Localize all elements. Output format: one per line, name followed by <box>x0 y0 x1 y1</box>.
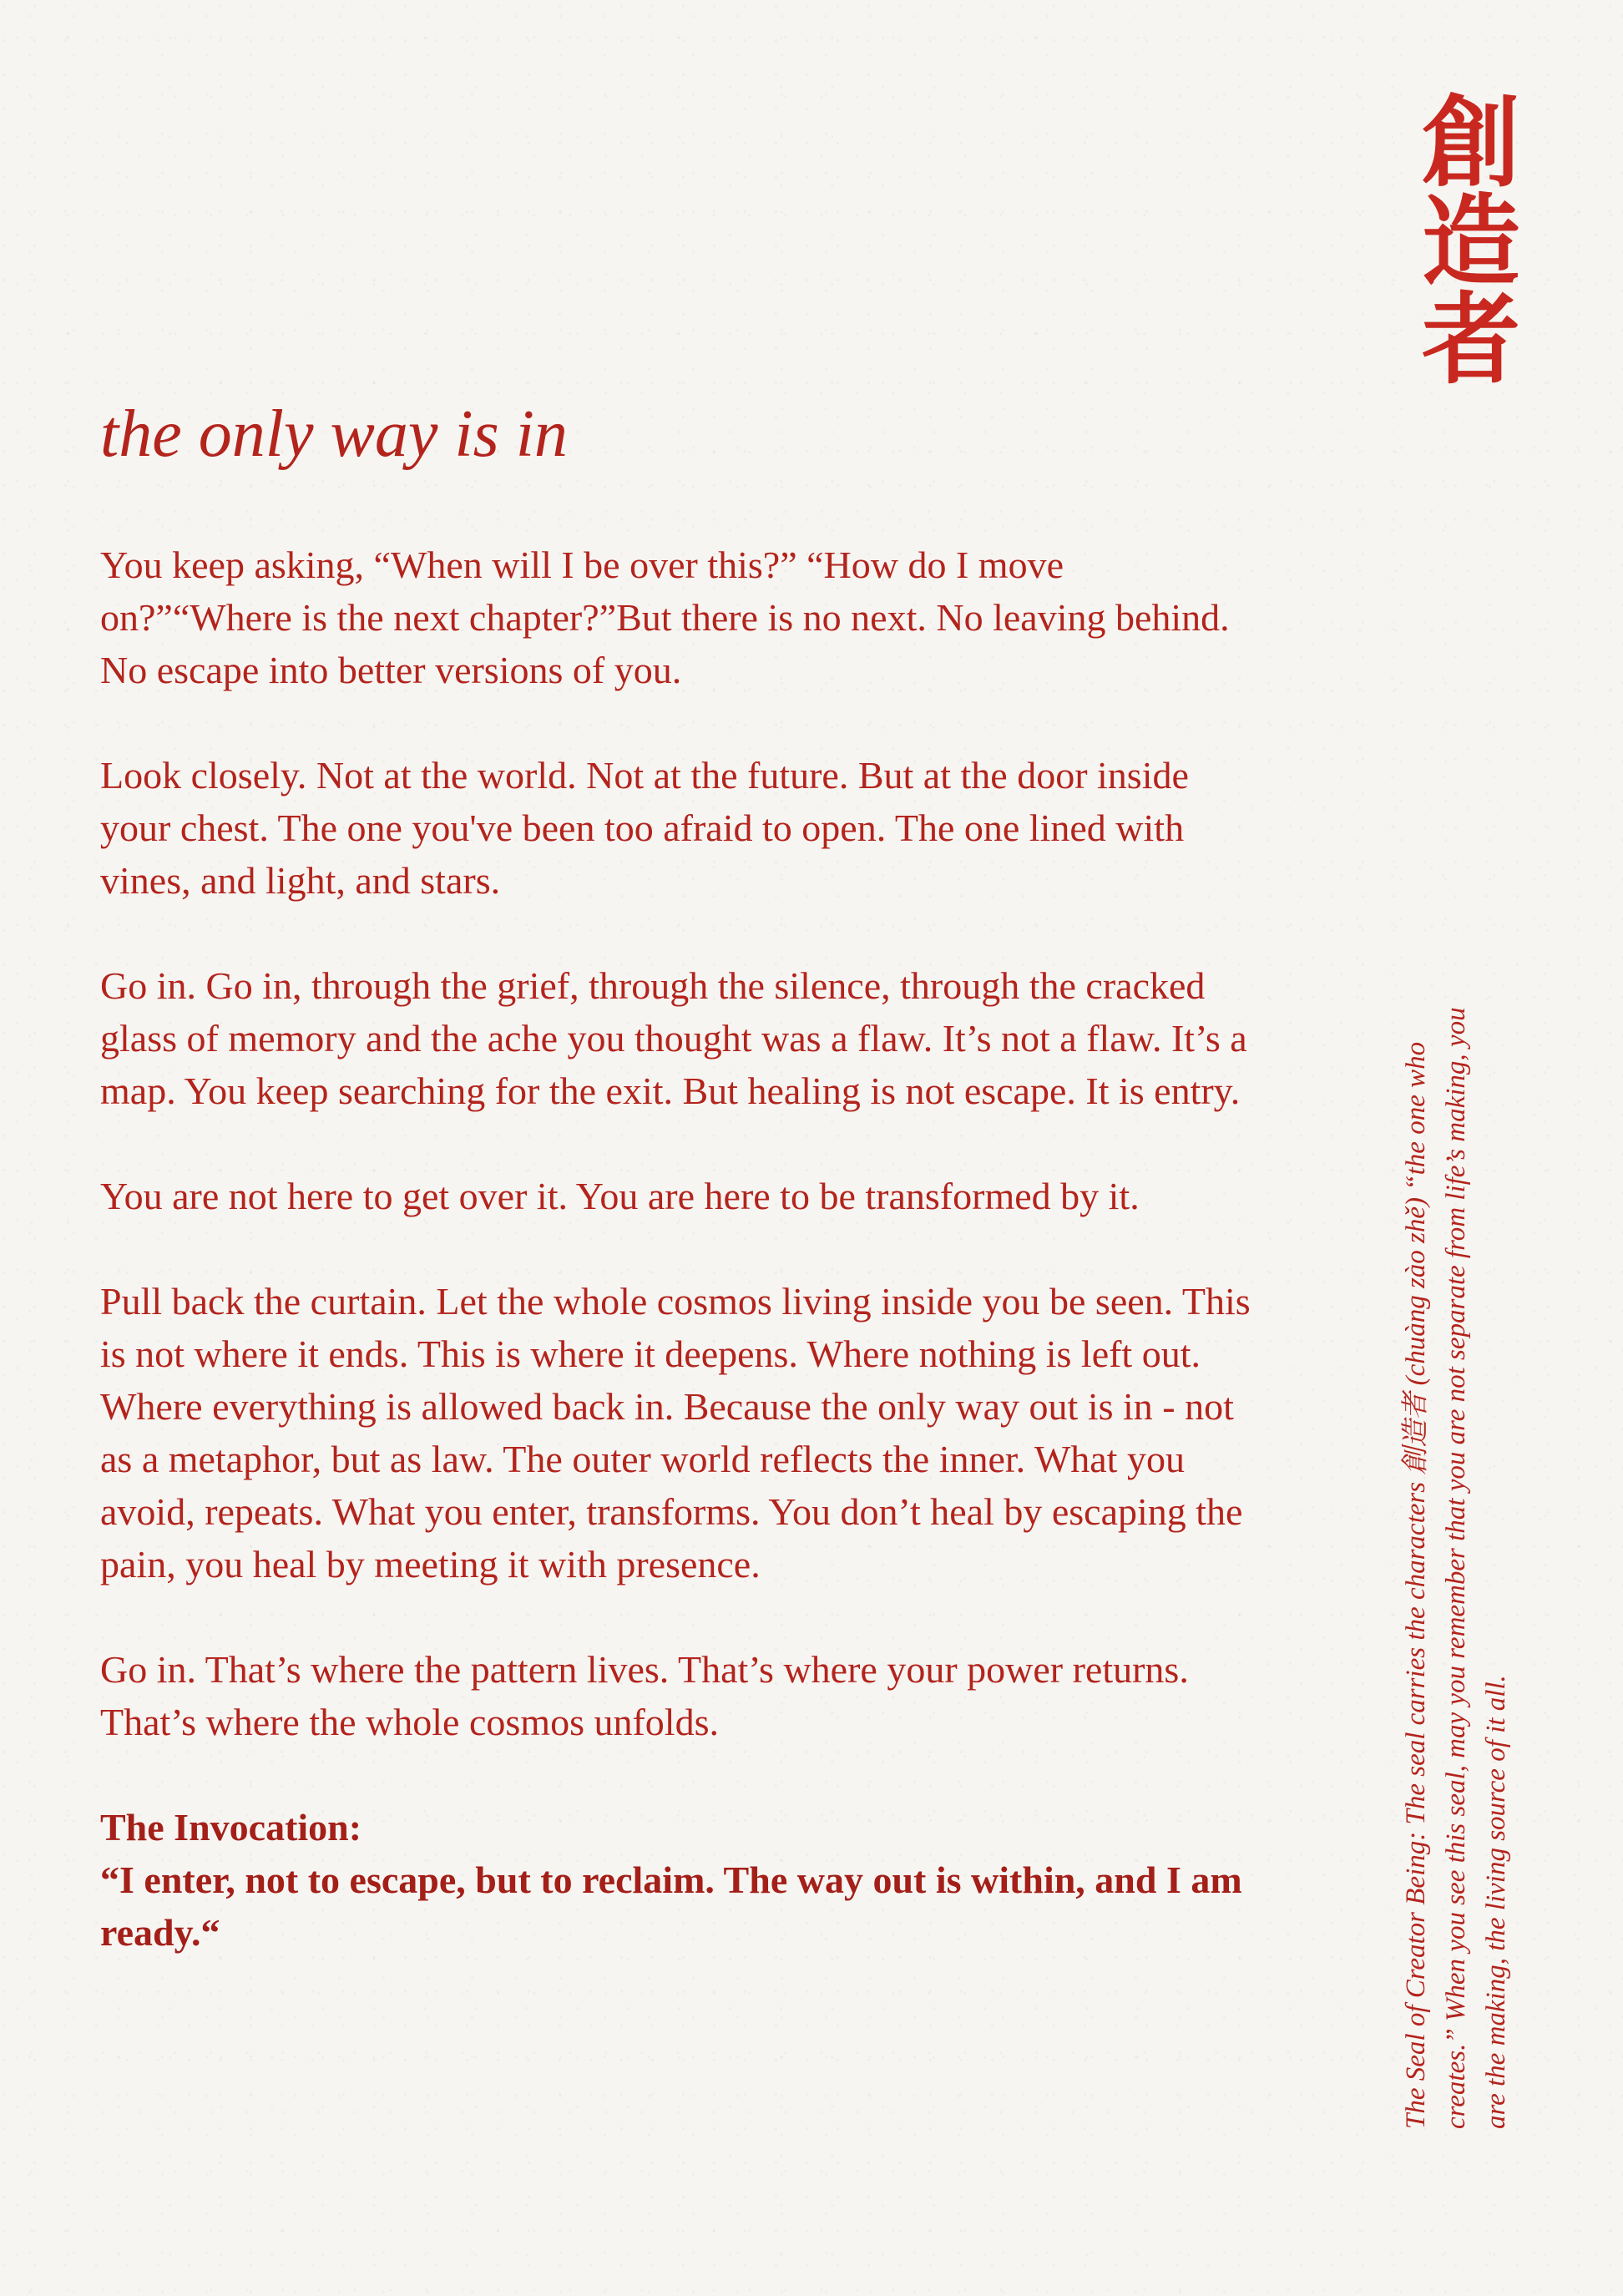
paragraph: Look closely. Not at the world. Not at the future. But at the door inside your chest. The one you've been too afraid to open. The one lined with vines, and light, and stars. <box>100 754 1189 902</box>
paragraph: You are not here to get over it. You are here to be transformed by it. <box>100 1175 1140 1217</box>
seal-character: 創 <box>1421 84 1520 200</box>
paragraph: Pull back the curtain. Let the whole cosmos living inside you be seen. This is not where it ends. This is where it deepens. Where nothing is left out. Where everything is allowed back in. Because the only way out is in - not as a metaphor, but as law. The outer world reflects the inner. What you avoid, repeats. What you enter, transforms. You don’t heal by escaping the pain, you heal by meeting it with presence. <box>100 1280 1251 1585</box>
seal-character: 造 <box>1421 183 1520 299</box>
invocation-block <box>100 1801 1261 1959</box>
body-text <box>100 539 1261 1959</box>
paragraph: Go in. That’s where the pattern lives. That’s where your power returns. That’s where the whole cosmos unfolds. <box>100 1648 1189 1743</box>
seal-description-text: The Seal of Creator Being: The seal carries the characters 創造者 (chuàng zào zhě) “the one who creates.” When you see this seal, may you remember that you are not separate from life’s making, you are the making, the living source of it all. <box>1401 1007 1511 2129</box>
seal-character: 者 <box>1421 281 1520 397</box>
page-title: the only way is in <box>100 397 568 471</box>
paragraph: Go in. Go in, through the grief, through the silence, through the cracked glass of memory and the ache you thought was a flaw. It’s not a flaw. It’s a map. You keep searching for the exit. But healing is not escape. It is entry. <box>100 964 1247 1112</box>
creator-seal <box>1396 84 1546 397</box>
paragraph: You keep asking, “When will I be over this?” “How do I move on?”“Where is the next chapter?”But there is no next. No leaving behind. No escape into better versions of you. <box>100 544 1230 691</box>
invocation-text: “I enter, not to escape, but to reclaim. The way out is within, and I am ready.“ <box>100 1859 1242 1954</box>
invocation-heading: The Invocation: <box>100 1806 362 1848</box>
